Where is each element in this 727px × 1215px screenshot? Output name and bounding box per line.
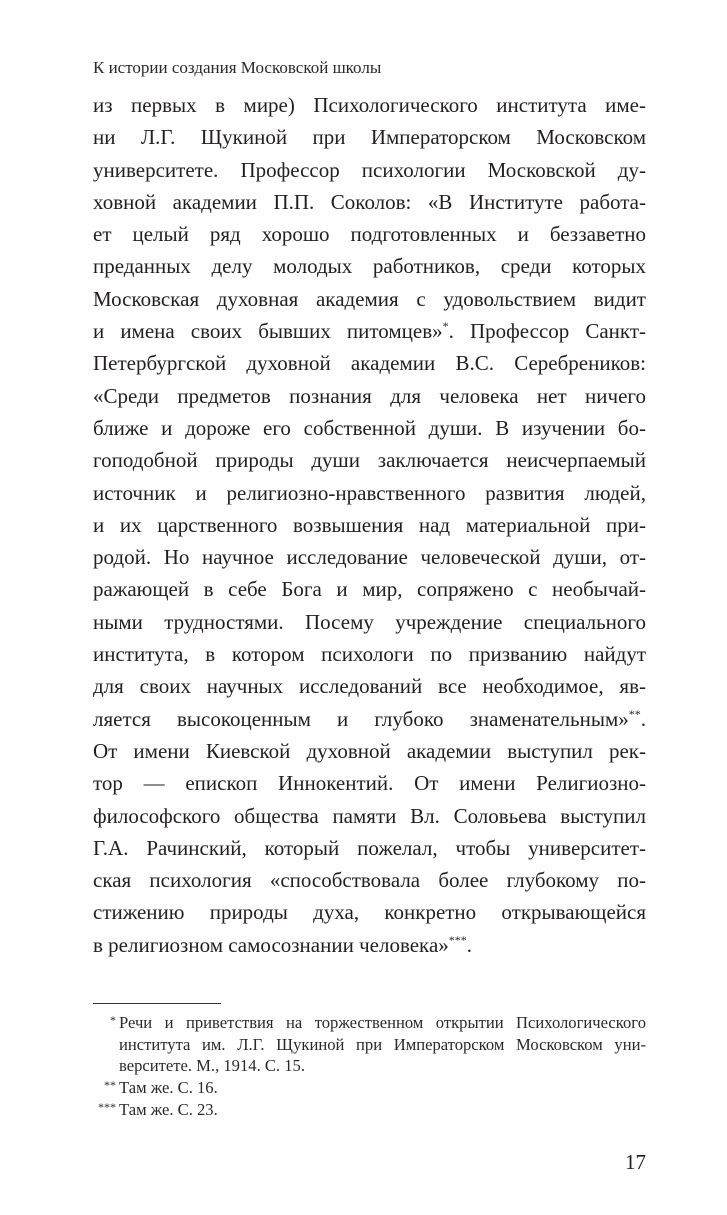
footnote-mark: * [110, 1013, 116, 1028]
body-line: гоподобной природы души заключается неисчерпаемый [93, 448, 646, 473]
body-line: Московская духовная академия с удовольствием видит [93, 286, 646, 311]
body-line: ближе и дороже его собственной души. В изучении бо- [93, 415, 646, 440]
footnote-line: Там же. С. 23. [119, 1099, 218, 1119]
body-line: ни Л.Г. Щукиной при Императорском Московском [93, 125, 646, 150]
body-line: ховной академии П.П. Соколов: «В Институте работа- [93, 189, 646, 214]
body-line-text: ляется высокоценным и глубоко знаменательным» [93, 706, 629, 731]
body-line: преданных делу молодых работников, среди которых [93, 254, 646, 279]
footnote-line: Речи и приветствия на торжественном открытии Психологического [119, 1013, 646, 1033]
footnote-line: института им. Л.Г. Щукиной при Императорском Московском уни- [119, 1034, 646, 1054]
footnotes [93, 1012, 646, 1121]
footnote-body [119, 1077, 646, 1099]
body-line: и их царственного возвышения над материальной при- [93, 512, 646, 537]
body-line: стижению природы духа, конкретно открывающейся [93, 900, 646, 925]
footnote-line: Там же. С. 16. [119, 1078, 218, 1098]
body-line: ражающей в себе Бога и мир, сопряжено с необычай- [93, 577, 646, 602]
body-line: «Среди предметов познания для человека нет ничего [93, 383, 646, 408]
body-line-text: . [640, 706, 646, 731]
footnote-ref-1[interactable]: * [442, 319, 449, 334]
body-line: ет целый ряд хорошо подготовленных и беззаветно [93, 222, 646, 247]
body-line: От имени Киевской духовной академии выступил рек- [93, 738, 646, 763]
body-line: Петербургской духовной академии В.С. Серебреников: [93, 351, 646, 376]
body-line: Г.А. Рачинский, который пожелал, чтобы университет- [93, 835, 646, 860]
body-line [93, 929, 646, 961]
body-line: ными трудностями. Посему учреждение специального [93, 609, 646, 634]
body-line: института, в котором психологи по призванию найдут [93, 642, 646, 667]
footnote-3 [93, 1099, 646, 1121]
body-line [93, 315, 646, 347]
body-line: тор — епископ Иннокентий. От имени Религиозно- [93, 771, 646, 796]
body-text [93, 89, 646, 961]
body-line-text: . [466, 932, 473, 957]
footnote-ref-2[interactable]: ** [628, 706, 641, 721]
footnote-mark: *** [98, 1099, 116, 1114]
footnote-2 [93, 1077, 646, 1099]
body-line: университете. Профессор психологии Московской ду- [93, 157, 646, 182]
body-line: ская психология «способствовала более глубокому по- [93, 868, 646, 893]
body-line-text: . Профессор Санкт- [448, 319, 647, 344]
body-line: философского общества памяти Вл. Соловьева выступил [93, 803, 646, 828]
footnote-body [119, 1012, 646, 1077]
body-line-text: в религиозном самосознании человека» [93, 932, 449, 957]
body-line: для своих научных исследований все необходимое, яв- [93, 674, 646, 699]
footnote-divider [93, 1003, 221, 1004]
footnote-body [119, 1099, 646, 1121]
body-line: источник и религиозно-нравственного развития людей, [93, 480, 646, 505]
body-line: родой. Но научное исследование человеческой души, от- [93, 545, 646, 570]
body-line [93, 703, 646, 735]
page-number: 17 [625, 1149, 646, 1174]
footnote-mark: ** [104, 1078, 116, 1093]
footnote-ref-3[interactable]: *** [448, 932, 467, 947]
body-line: из первых в мире) Психологического института име- [93, 93, 646, 117]
running-head: К истории создания Московской школы [93, 58, 382, 77]
footnote-line: верситете. М., 1914. С. 15. [119, 1056, 305, 1076]
body-line-text: и имена своих бывших питомцев» [93, 319, 443, 344]
footnote-1 [93, 1012, 646, 1077]
